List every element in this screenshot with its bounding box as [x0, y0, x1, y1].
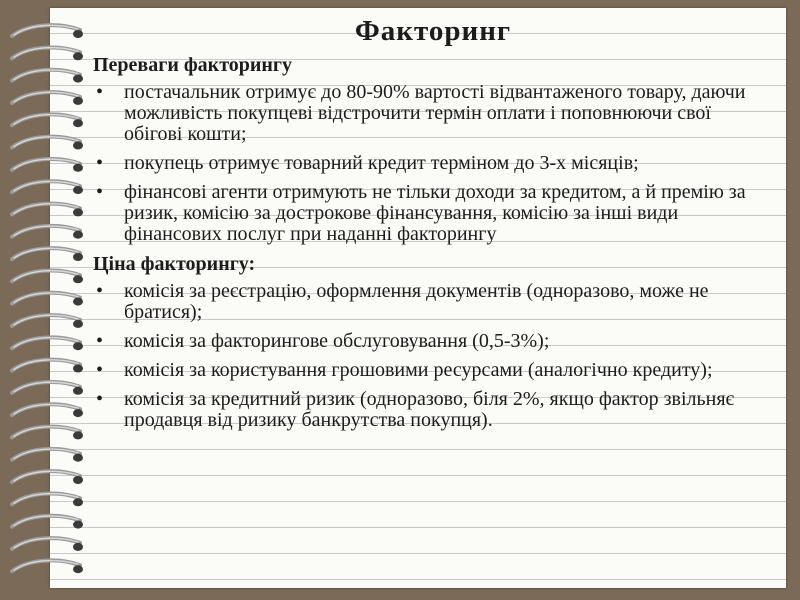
bullet-icon: •: [96, 181, 104, 203]
list-item-text: покупець отримує товарний кредит терміном до 3-х місяців;: [124, 152, 639, 174]
bullet-icon: •: [96, 359, 104, 381]
list-item: [93, 153, 773, 174]
list-item-text: фінансові агенти отримують не тільки доходи за кредитом, а й премію за ризик, комісію за дострокове фінансування, комісію за інші види фінансових послуг при наданні факторингу: [124, 181, 746, 245]
list-item-text: комісія за кредитний ризик (одноразово, біля 2%, якщо фактор звільняє продавця від ризику банкрутства покупця).: [124, 388, 735, 431]
spiral-ring-icon: [12, 204, 83, 217]
advantages-list: [93, 82, 773, 245]
spiral-ring-icon: [12, 226, 83, 239]
spiral-ring-icon: [12, 248, 83, 261]
spiral-ring-icon: [12, 494, 83, 507]
spiral-ring-icon: [12, 271, 83, 284]
spiral-ring-icon: [12, 516, 83, 529]
slide-content: [93, 10, 773, 439]
spiral-ring-icon: [12, 181, 83, 194]
spiral-ring-icon: [12, 404, 83, 417]
section-heading-price: Ціна факторингу:: [93, 253, 256, 275]
spiral-ring-icon: [12, 471, 83, 484]
section-heading-advantages: Переваги факторингу: [93, 54, 293, 76]
list-item-text: комісія за реєстрацію, оформлення документів (одноразово, може не братися);: [124, 280, 709, 323]
spiral-ring-icon: [12, 48, 83, 61]
list-item: [93, 360, 773, 381]
bullet-icon: •: [96, 280, 104, 302]
spiral-ring-icon: [12, 427, 83, 440]
bullet-icon: •: [96, 388, 104, 410]
list-item-text: постачальник отримує до 80-90% вартості відвантаженого товару, даючи можливість покупцеві відстрочити термін оплати і поповнюючи свої обігові кошти;: [124, 81, 746, 145]
list-item: [93, 331, 773, 352]
list-item: [93, 389, 773, 431]
spiral-ring-icon: [12, 315, 83, 328]
price-list: [93, 281, 773, 431]
bullet-icon: •: [96, 152, 104, 174]
list-item-text: комісія за користування грошовими ресурсами (аналогічно кредиту);: [124, 359, 713, 381]
spiral-ring-icon: [12, 538, 83, 551]
spiral-ring-icon: [12, 360, 83, 373]
spiral-ring-icon: [12, 337, 83, 350]
spiral-binding: [0, 0, 95, 600]
spiral-ring-icon: [12, 449, 83, 462]
list-item: [93, 182, 773, 245]
spiral-ring-icon: [12, 114, 83, 127]
spiral-ring-icon: [12, 293, 83, 306]
bullet-icon: •: [96, 81, 104, 103]
spiral-ring-icon: [12, 70, 83, 83]
spiral-ring-icon: [12, 92, 83, 105]
spiral-ring-icon: [12, 382, 83, 395]
spiral-ring-icon: [12, 25, 83, 38]
spiral-ring-icon: [12, 560, 83, 573]
list-item-text: комісія за факторингове обслуговування (0,5-3%);: [124, 330, 550, 352]
spiral-ring-icon: [12, 137, 83, 150]
section-advantages: [93, 54, 773, 245]
spiral-ring-icon: [12, 159, 83, 172]
list-item: [93, 82, 773, 145]
slide-title: Факторинг: [354, 15, 512, 47]
section-price: [93, 253, 773, 431]
list-item: [93, 281, 773, 323]
bullet-icon: •: [96, 330, 104, 352]
